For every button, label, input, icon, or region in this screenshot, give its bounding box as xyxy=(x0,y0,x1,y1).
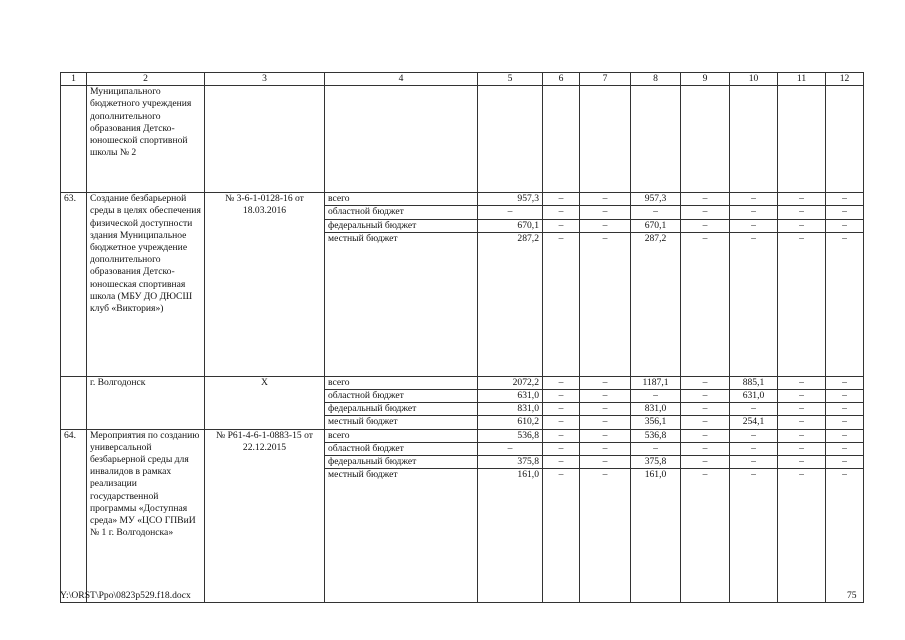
amount-cell: 885,1 xyxy=(730,376,778,389)
entry-number: 64. xyxy=(61,429,87,603)
amount-cell: – xyxy=(778,403,826,416)
amount-cell: – xyxy=(826,376,864,389)
amount-cell: – xyxy=(778,442,826,455)
table-row xyxy=(61,429,864,442)
amount-cell: 631,0 xyxy=(730,390,778,403)
amount-cell: – xyxy=(778,376,826,389)
funding-source: местный бюджет xyxy=(325,469,478,603)
amount-cell: – xyxy=(826,232,864,376)
amount-cell: – xyxy=(631,442,681,455)
amount-cell: – xyxy=(826,403,864,416)
amount-cell: – xyxy=(730,206,778,219)
header-cell: 1 xyxy=(61,73,87,86)
table-row xyxy=(61,376,864,389)
amount-cell: 957,3 xyxy=(478,193,543,206)
funding-source: областной бюджет xyxy=(325,442,478,455)
amount-cell: – xyxy=(580,469,631,603)
amount-cell: – xyxy=(580,376,631,389)
amount-cell: – xyxy=(543,416,580,429)
amount-cell: – xyxy=(681,456,730,469)
continuation-name: Муниципального бюджетного учреждения дополнительного образования Детско-юношеской спортивной школы № 2 xyxy=(87,86,205,193)
amount-cell: – xyxy=(826,416,864,429)
amount-cell: – xyxy=(631,390,681,403)
funding-source: всего xyxy=(325,376,478,389)
amount-cell: – xyxy=(543,232,580,376)
entry-document: Х xyxy=(205,376,325,429)
amount-cell: – xyxy=(730,403,778,416)
amount-cell: – xyxy=(681,469,730,603)
entry-document: № Р61-4-6-1-0883-15 от 22.12.2015 xyxy=(205,429,325,603)
amount-cell: – xyxy=(580,442,631,455)
header-cell: 5 xyxy=(478,73,543,86)
amount-cell: – xyxy=(543,456,580,469)
budget-table xyxy=(60,72,864,603)
amount-cell: – xyxy=(778,206,826,219)
file-path: Y:\ORST\Ppo\0823p529.f18.docx xyxy=(60,590,191,601)
amount-cell: – xyxy=(826,456,864,469)
header-cell: 6 xyxy=(543,73,580,86)
entry-name: Создание безбарьерной среды в целях обеспечения физической доступности здания Муниципальное бюджетное учреждение дополнительного образования Детско-юношеская спортивная школа (МБУ ДО ДЮСШ клуб «Виктория») xyxy=(87,193,205,377)
amount-cell: 1187,1 xyxy=(631,376,681,389)
amount-cell: – xyxy=(730,469,778,603)
funding-source: федеральный бюджет xyxy=(325,456,478,469)
amount-cell: 161,0 xyxy=(631,469,681,603)
amount-cell: – xyxy=(778,193,826,206)
amount-cell: – xyxy=(580,403,631,416)
funding-source: федеральный бюджет xyxy=(325,219,478,232)
amount-cell: – xyxy=(730,442,778,455)
amount-cell: – xyxy=(826,219,864,232)
funding-source: местный бюджет xyxy=(325,232,478,376)
amount-cell: – xyxy=(543,469,580,603)
amount-cell: – xyxy=(580,193,631,206)
amount-cell: – xyxy=(580,416,631,429)
amount-cell: – xyxy=(681,232,730,376)
amount-cell: – xyxy=(580,429,631,442)
funding-source: областной бюджет xyxy=(325,390,478,403)
header-cell: 11 xyxy=(778,73,826,86)
header-cell: 8 xyxy=(631,73,681,86)
amount-cell: – xyxy=(681,390,730,403)
amount-cell: 254,1 xyxy=(730,416,778,429)
amount-cell: – xyxy=(778,456,826,469)
amount-cell: 831,0 xyxy=(478,403,543,416)
amount-cell: – xyxy=(681,219,730,232)
header-cell: 2 xyxy=(87,73,205,86)
amount-cell: – xyxy=(778,416,826,429)
amount-cell: 287,2 xyxy=(631,232,681,376)
amount-cell: – xyxy=(681,403,730,416)
amount-cell: – xyxy=(778,469,826,603)
entry-number xyxy=(61,376,87,429)
funding-source: областной бюджет xyxy=(325,206,478,219)
amount-cell: – xyxy=(826,429,864,442)
amount-cell: – xyxy=(580,232,631,376)
entry-document: № 3-6-1-0128-16 от 18.03.2016 xyxy=(205,193,325,377)
amount-cell: 536,8 xyxy=(631,429,681,442)
amount-cell: 670,1 xyxy=(478,219,543,232)
funding-source: всего xyxy=(325,429,478,442)
amount-cell: – xyxy=(826,390,864,403)
amount-cell: – xyxy=(730,219,778,232)
amount-cell: – xyxy=(730,429,778,442)
amount-cell: – xyxy=(730,232,778,376)
entry-number: 63. xyxy=(61,193,87,377)
amount-cell: – xyxy=(543,429,580,442)
amount-cell: 287,2 xyxy=(478,232,543,376)
amount-cell: 670,1 xyxy=(631,219,681,232)
amount-cell: – xyxy=(826,206,864,219)
amount-cell: – xyxy=(543,390,580,403)
amount-cell: – xyxy=(631,206,681,219)
funding-source: федеральный бюджет xyxy=(325,403,478,416)
amount-cell: – xyxy=(681,416,730,429)
table-row xyxy=(61,193,864,206)
amount-cell: – xyxy=(478,206,543,219)
amount-cell: – xyxy=(681,429,730,442)
amount-cell: 536,8 xyxy=(478,429,543,442)
amount-cell: – xyxy=(681,376,730,389)
header-cell: 4 xyxy=(325,73,478,86)
amount-cell: 610,2 xyxy=(478,416,543,429)
amount-cell: – xyxy=(543,403,580,416)
amount-cell: 375,8 xyxy=(631,456,681,469)
amount-cell: – xyxy=(681,206,730,219)
entry-name: Мероприятия по созданию универсальной безбарьерной среды для инвалидов в рамках реализации государственной программы «Доступная среда» МУ «ЦСО ГПВиИ № 1 г. Волгодонска» xyxy=(87,429,205,603)
amount-cell: – xyxy=(580,456,631,469)
amount-cell: – xyxy=(778,429,826,442)
amount-cell: 356,1 xyxy=(631,416,681,429)
amount-cell: 631,0 xyxy=(478,390,543,403)
amount-cell: – xyxy=(543,219,580,232)
funding-source: всего xyxy=(325,193,478,206)
header-cell: 10 xyxy=(730,73,778,86)
header-row xyxy=(61,73,864,86)
amount-cell: – xyxy=(478,442,543,455)
funding-source: местный бюджет xyxy=(325,416,478,429)
amount-cell: 375,8 xyxy=(478,456,543,469)
amount-cell: 2072,2 xyxy=(478,376,543,389)
amount-cell: – xyxy=(543,376,580,389)
amount-cell: – xyxy=(580,390,631,403)
amount-cell: – xyxy=(826,193,864,206)
amount-cell: – xyxy=(580,206,631,219)
amount-cell: – xyxy=(730,193,778,206)
entry-name: г. Волгодонск xyxy=(87,376,205,429)
header-cell: 7 xyxy=(580,73,631,86)
amount-cell: – xyxy=(681,442,730,455)
amount-cell: – xyxy=(580,219,631,232)
header-cell: 12 xyxy=(826,73,864,86)
continuation-row xyxy=(61,86,864,193)
page-number: 75 xyxy=(847,590,857,601)
amount-cell: 161,0 xyxy=(478,469,543,603)
amount-cell: – xyxy=(543,442,580,455)
header-cell: 3 xyxy=(205,73,325,86)
amount-cell: – xyxy=(778,219,826,232)
amount-cell: – xyxy=(778,390,826,403)
amount-cell: – xyxy=(778,232,826,376)
amount-cell: – xyxy=(730,456,778,469)
amount-cell: – xyxy=(826,442,864,455)
amount-cell: – xyxy=(543,193,580,206)
amount-cell: 831,0 xyxy=(631,403,681,416)
amount-cell: 957,3 xyxy=(631,193,681,206)
amount-cell: – xyxy=(543,206,580,219)
header-cell: 9 xyxy=(681,73,730,86)
amount-cell: – xyxy=(826,469,864,603)
amount-cell: – xyxy=(681,193,730,206)
